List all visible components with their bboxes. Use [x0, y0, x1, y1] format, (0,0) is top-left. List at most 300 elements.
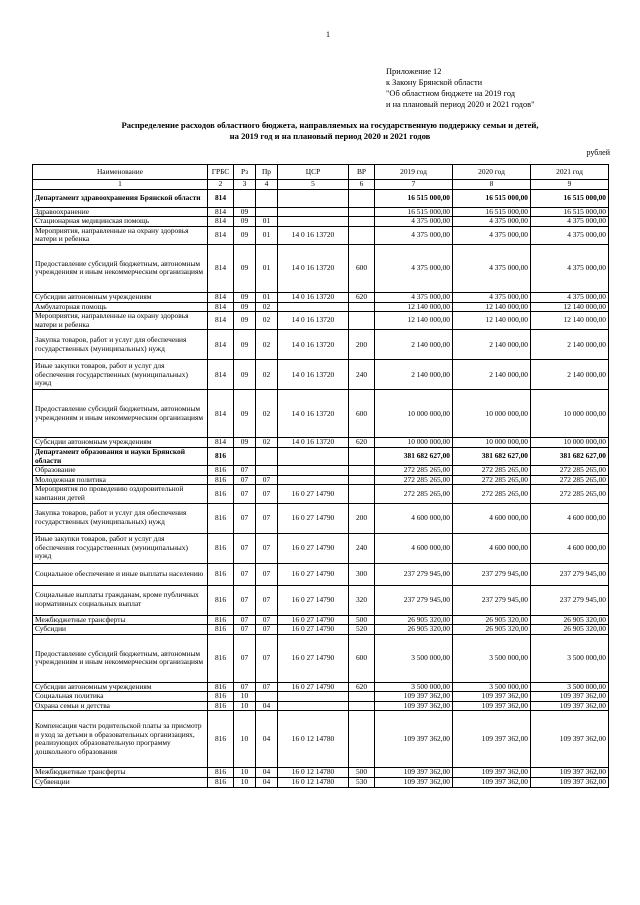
- header-pr: Пр: [256, 165, 278, 180]
- row-amount-2020: 272 285 265,00: [453, 485, 531, 503]
- header-vr: ВР: [349, 165, 375, 180]
- header-rz: Рз: [234, 165, 256, 180]
- row-rz: 07: [234, 503, 256, 533]
- row-vr: [349, 485, 375, 503]
- appendix-line: Приложение 12: [386, 67, 442, 76]
- row-amount-2019: 26 905 320,00: [375, 615, 453, 625]
- row-name: Закупка товаров, работ и услуг для обеспечения государственных (муниципальных) нужд: [33, 330, 208, 360]
- table-row: [33, 711, 609, 768]
- table-row: [33, 768, 609, 778]
- title-line: Распределение расходов областного бюджета, направляемых на государственную поддержку семьи и детей,: [121, 120, 539, 130]
- column-number: 3: [234, 180, 256, 190]
- row-amount-2021: 109 397 362,00: [531, 711, 609, 768]
- row-grbs: 814: [208, 217, 234, 227]
- row-rz: 09: [234, 207, 256, 217]
- row-name: Охрана семьи и детства: [33, 701, 208, 711]
- row-amount-2020: 3 500 000,00: [453, 682, 531, 692]
- row-rz: 10: [234, 768, 256, 778]
- row-pr: [256, 447, 278, 465]
- row-amount-2019: 4 600 000,00: [375, 503, 453, 533]
- row-amount-2021: 237 279 945,00: [531, 563, 609, 585]
- row-vr: 300: [349, 563, 375, 585]
- row-grbs: 816: [208, 563, 234, 585]
- row-amount-2019: 109 397 362,00: [375, 701, 453, 711]
- table-row: [33, 312, 609, 330]
- row-name: Межбюджетные трансферты: [33, 615, 208, 625]
- row-amount-2019: 237 279 945,00: [375, 563, 453, 585]
- row-amount-2020: 26 905 320,00: [453, 615, 531, 625]
- column-number: 7: [375, 180, 453, 190]
- header-2020: 2020 год: [453, 165, 531, 180]
- row-grbs: 816: [208, 778, 234, 788]
- row-amount-2021: 3 500 000,00: [531, 634, 609, 682]
- row-amount-2021: 4 600 000,00: [531, 533, 609, 563]
- row-rz: 10: [234, 711, 256, 768]
- table-row: [33, 778, 609, 788]
- row-grbs: 816: [208, 682, 234, 692]
- row-amount-2021: 272 285 265,00: [531, 485, 609, 503]
- table-row: [33, 360, 609, 390]
- row-amount-2021: 12 140 000,00: [531, 312, 609, 330]
- row-amount-2020: 12 140 000,00: [453, 312, 531, 330]
- row-amount-2019: 12 140 000,00: [375, 312, 453, 330]
- row-vr: [349, 475, 375, 485]
- table-row: [33, 466, 609, 476]
- row-amount-2019: 272 285 265,00: [375, 466, 453, 476]
- row-vr: 620: [349, 682, 375, 692]
- row-amount-2020: 109 397 362,00: [453, 692, 531, 702]
- row-amount-2020: 237 279 945,00: [453, 563, 531, 585]
- row-vr: 320: [349, 585, 375, 615]
- table-row: [33, 585, 609, 615]
- row-amount-2020: 2 140 000,00: [453, 360, 531, 390]
- row-csr: [278, 475, 349, 485]
- row-csr: 14 0 16 13720: [278, 312, 349, 330]
- row-amount-2021: 237 279 945,00: [531, 585, 609, 615]
- row-amount-2019: 4 375 000,00: [375, 226, 453, 244]
- row-grbs: 816: [208, 711, 234, 768]
- row-pr: 07: [256, 615, 278, 625]
- header-row: [33, 165, 609, 180]
- row-rz: 09: [234, 302, 256, 312]
- row-rz: 09: [234, 312, 256, 330]
- row-pr: 01: [256, 244, 278, 292]
- row-pr: 01: [256, 217, 278, 227]
- row-grbs: 816: [208, 634, 234, 682]
- row-grbs: 814: [208, 244, 234, 292]
- row-vr: [349, 189, 375, 207]
- row-amount-2021: 16 515 000,00: [531, 207, 609, 217]
- row-grbs: 816: [208, 615, 234, 625]
- table-row: [33, 189, 609, 207]
- row-rz: 09: [234, 217, 256, 227]
- row-csr: 16 0 27 14790: [278, 634, 349, 682]
- row-name: Здравоохранение: [33, 207, 208, 217]
- row-amount-2020: 2 140 000,00: [453, 330, 531, 360]
- row-rz: 07: [234, 533, 256, 563]
- appendix-line: к Закону Брянской области: [386, 78, 483, 87]
- row-amount-2019: 272 285 265,00: [375, 475, 453, 485]
- table-row: [33, 634, 609, 682]
- row-amount-2020: 272 285 265,00: [453, 466, 531, 476]
- row-amount-2020: 4 600 000,00: [453, 503, 531, 533]
- row-grbs: 814: [208, 312, 234, 330]
- row-rz: 09: [234, 292, 256, 302]
- row-grbs: 816: [208, 768, 234, 778]
- row-rz: 07: [234, 485, 256, 503]
- row-csr: 16 0 27 14790: [278, 585, 349, 615]
- table-row: [33, 438, 609, 448]
- header-csr: ЦСР: [278, 165, 349, 180]
- row-amount-2021: 3 500 000,00: [531, 682, 609, 692]
- header-name: Наименование: [33, 165, 208, 180]
- row-csr: 14 0 16 13720: [278, 438, 349, 448]
- row-pr: 04: [256, 701, 278, 711]
- row-amount-2019: 26 905 320,00: [375, 625, 453, 635]
- row-amount-2021: 10 000 000,00: [531, 438, 609, 448]
- row-amount-2019: 16 515 000,00: [375, 189, 453, 207]
- row-vr: 200: [349, 503, 375, 533]
- row-amount-2021: 26 905 320,00: [531, 625, 609, 635]
- row-vr: [349, 302, 375, 312]
- row-name: Стационарная медицинская помощь: [33, 217, 208, 227]
- row-amount-2020: 237 279 945,00: [453, 585, 531, 615]
- row-pr: 07: [256, 585, 278, 615]
- row-amount-2020: 109 397 362,00: [453, 768, 531, 778]
- row-amount-2019: 109 397 362,00: [375, 692, 453, 702]
- row-name: Социальное обеспечение и иные выплаты населению: [33, 563, 208, 585]
- row-amount-2020: 12 140 000,00: [453, 302, 531, 312]
- row-grbs: 816: [208, 485, 234, 503]
- row-pr: 02: [256, 330, 278, 360]
- row-amount-2021: 4 375 000,00: [531, 226, 609, 244]
- row-rz: 10: [234, 778, 256, 788]
- row-rz: 07: [234, 585, 256, 615]
- row-vr: 500: [349, 768, 375, 778]
- row-pr: 04: [256, 778, 278, 788]
- row-rz: 07: [234, 615, 256, 625]
- row-grbs: 816: [208, 625, 234, 635]
- table-row: [33, 682, 609, 692]
- row-name: Образование: [33, 466, 208, 476]
- row-csr: [278, 207, 349, 217]
- row-amount-2021: 109 397 362,00: [531, 778, 609, 788]
- currency-unit: рублей: [586, 148, 610, 157]
- row-vr: [349, 226, 375, 244]
- row-vr: [349, 701, 375, 711]
- column-number: 2: [208, 180, 234, 190]
- row-csr: 16 0 12 14780: [278, 778, 349, 788]
- row-vr: 620: [349, 292, 375, 302]
- row-amount-2021: 26 905 320,00: [531, 615, 609, 625]
- row-csr: 14 0 16 13720: [278, 244, 349, 292]
- row-grbs: 816: [208, 533, 234, 563]
- row-csr: 16 0 27 14790: [278, 625, 349, 635]
- row-grbs: 814: [208, 330, 234, 360]
- row-amount-2019: 237 279 945,00: [375, 585, 453, 615]
- row-name: Межбюджетные трансферты: [33, 768, 208, 778]
- table-row: [33, 330, 609, 360]
- table-row: [33, 485, 609, 503]
- row-amount-2020: 272 285 265,00: [453, 475, 531, 485]
- appendix-line: "Об областном бюджете на 2019 год: [386, 89, 516, 98]
- row-grbs: 816: [208, 466, 234, 476]
- row-vr: [349, 312, 375, 330]
- row-rz: 07: [234, 563, 256, 585]
- row-amount-2020: 4 375 000,00: [453, 292, 531, 302]
- document-title: [60, 120, 600, 142]
- row-grbs: 814: [208, 390, 234, 438]
- appendix-block: [386, 66, 535, 110]
- row-csr: [278, 189, 349, 207]
- row-csr: [278, 692, 349, 702]
- row-amount-2020: 4 600 000,00: [453, 533, 531, 563]
- row-csr: 14 0 16 13720: [278, 292, 349, 302]
- table-row: [33, 226, 609, 244]
- row-pr: 07: [256, 475, 278, 485]
- row-amount-2021: 10 000 000,00: [531, 390, 609, 438]
- row-amount-2019: 10 000 000,00: [375, 438, 453, 448]
- column-number: 9: [531, 180, 609, 190]
- row-amount-2019: 109 397 362,00: [375, 778, 453, 788]
- row-vr: [349, 692, 375, 702]
- row-grbs: 814: [208, 226, 234, 244]
- row-rz: 10: [234, 701, 256, 711]
- row-csr: 16 0 27 14790: [278, 503, 349, 533]
- row-name: Мероприятия, направленные на охрану здоровья матери и ребенка: [33, 226, 208, 244]
- row-amount-2019: 4 375 000,00: [375, 244, 453, 292]
- row-amount-2019: 272 285 265,00: [375, 485, 453, 503]
- row-amount-2020: 3 500 000,00: [453, 634, 531, 682]
- row-rz: 09: [234, 330, 256, 360]
- table-row: [33, 292, 609, 302]
- row-csr: [278, 466, 349, 476]
- row-pr: 07: [256, 485, 278, 503]
- row-vr: 240: [349, 360, 375, 390]
- row-grbs: 816: [208, 585, 234, 615]
- row-name: Предоставление субсидий бюджетным, автономным учреждениям и иным некоммерческим организациям: [33, 244, 208, 292]
- row-name: Закупка товаров, работ и услуг для обеспечения государственных (муниципальных) нужд: [33, 503, 208, 533]
- row-name: Субсидии автономным учреждениям: [33, 682, 208, 692]
- row-csr: 16 0 27 14790: [278, 485, 349, 503]
- row-amount-2019: 4 375 000,00: [375, 292, 453, 302]
- row-rz: 07: [234, 466, 256, 476]
- table-row: [33, 207, 609, 217]
- row-rz: 10: [234, 692, 256, 702]
- table-row: [33, 625, 609, 635]
- row-rz: 09: [234, 390, 256, 438]
- row-amount-2021: 4 375 000,00: [531, 244, 609, 292]
- row-grbs: 814: [208, 302, 234, 312]
- table-row: [33, 390, 609, 438]
- row-amount-2019: 2 140 000,00: [375, 360, 453, 390]
- table-row: [33, 533, 609, 563]
- row-csr: [278, 447, 349, 465]
- row-amount-2021: 2 140 000,00: [531, 360, 609, 390]
- row-amount-2021: 12 140 000,00: [531, 302, 609, 312]
- row-amount-2020: 16 515 000,00: [453, 207, 531, 217]
- row-amount-2020: 381 682 627,00: [453, 447, 531, 465]
- column-number: 6: [349, 180, 375, 190]
- row-amount-2019: 109 397 362,00: [375, 711, 453, 768]
- row-pr: 07: [256, 682, 278, 692]
- row-amount-2021: 109 397 362,00: [531, 768, 609, 778]
- row-pr: 04: [256, 768, 278, 778]
- row-amount-2020: 10 000 000,00: [453, 390, 531, 438]
- row-csr: 16 0 12 14780: [278, 768, 349, 778]
- row-amount-2019: 2 140 000,00: [375, 330, 453, 360]
- table-row: [33, 503, 609, 533]
- row-amount-2021: 4 375 000,00: [531, 292, 609, 302]
- row-rz: 09: [234, 438, 256, 448]
- table-row: [33, 302, 609, 312]
- row-name: Социальная политика: [33, 692, 208, 702]
- row-amount-2019: 4 375 000,00: [375, 217, 453, 227]
- row-name: Предоставление субсидий бюджетным, автономным учреждениям и иным некоммерческим организациям: [33, 634, 208, 682]
- row-rz: 09: [234, 226, 256, 244]
- header-2021: 2021 год: [531, 165, 609, 180]
- row-pr: 02: [256, 312, 278, 330]
- row-pr: 01: [256, 292, 278, 302]
- row-pr: [256, 207, 278, 217]
- row-vr: [349, 466, 375, 476]
- table-row: [33, 244, 609, 292]
- table-row: [33, 615, 609, 625]
- row-pr: 07: [256, 634, 278, 682]
- row-amount-2020: 10 000 000,00: [453, 438, 531, 448]
- row-amount-2021: 381 682 627,00: [531, 447, 609, 465]
- row-amount-2019: 381 682 627,00: [375, 447, 453, 465]
- row-amount-2021: 272 285 265,00: [531, 466, 609, 476]
- row-vr: 530: [349, 778, 375, 788]
- row-pr: 07: [256, 503, 278, 533]
- row-amount-2019: 16 515 000,00: [375, 207, 453, 217]
- row-pr: 02: [256, 438, 278, 448]
- row-name: Иные закупки товаров, работ и услуг для обеспечения государственных (муниципальных) нужд: [33, 360, 208, 390]
- row-csr: [278, 701, 349, 711]
- row-amount-2020: 109 397 362,00: [453, 701, 531, 711]
- column-number-row: [33, 180, 609, 190]
- row-grbs: 816: [208, 503, 234, 533]
- row-rz: 07: [234, 634, 256, 682]
- row-grbs: 816: [208, 701, 234, 711]
- row-vr: [349, 207, 375, 217]
- table-row: [33, 692, 609, 702]
- row-name: Субвенции: [33, 778, 208, 788]
- row-amount-2019: 3 500 000,00: [375, 682, 453, 692]
- column-number: 5: [278, 180, 349, 190]
- row-vr: 600: [349, 390, 375, 438]
- row-amount-2020: 4 375 000,00: [453, 244, 531, 292]
- row-name: Субсидии автономным учреждениям: [33, 438, 208, 448]
- table-row: [33, 563, 609, 585]
- row-pr: 01: [256, 226, 278, 244]
- row-amount-2021: 16 515 000,00: [531, 189, 609, 207]
- row-pr: 07: [256, 533, 278, 563]
- row-rz: 09: [234, 360, 256, 390]
- row-vr: 200: [349, 330, 375, 360]
- row-vr: 600: [349, 634, 375, 682]
- row-csr: [278, 302, 349, 312]
- row-amount-2020: 16 515 000,00: [453, 189, 531, 207]
- row-grbs: 816: [208, 475, 234, 485]
- row-vr: 500: [349, 615, 375, 625]
- row-rz: 07: [234, 475, 256, 485]
- row-name: Департамент здравоохранения Брянской области: [33, 189, 208, 207]
- row-csr: 14 0 16 13720: [278, 330, 349, 360]
- row-amount-2019: 4 600 000,00: [375, 533, 453, 563]
- row-pr: [256, 189, 278, 207]
- row-pr: [256, 466, 278, 476]
- header-grbs: ГРБС: [208, 165, 234, 180]
- row-grbs: 814: [208, 360, 234, 390]
- row-amount-2020: 4 375 000,00: [453, 217, 531, 227]
- row-pr: [256, 692, 278, 702]
- row-name: Иные закупки товаров, работ и услуг для обеспечения государственных (муниципальных) нужд: [33, 533, 208, 563]
- row-name: Амбулаторная помощь: [33, 302, 208, 312]
- row-name: Предоставление субсидий бюджетным, автономным учреждениям и иным некоммерческим организациям: [33, 390, 208, 438]
- row-amount-2020: 26 905 320,00: [453, 625, 531, 635]
- row-grbs: 816: [208, 447, 234, 465]
- table-row: [33, 447, 609, 465]
- row-name: Департамент образования и науки Брянской области: [33, 447, 208, 465]
- row-rz: [234, 447, 256, 465]
- row-grbs: 814: [208, 207, 234, 217]
- row-vr: [349, 711, 375, 768]
- row-vr: 240: [349, 533, 375, 563]
- row-csr: 16 0 27 14790: [278, 533, 349, 563]
- row-rz: 09: [234, 244, 256, 292]
- row-csr: 14 0 16 13720: [278, 226, 349, 244]
- row-grbs: 814: [208, 438, 234, 448]
- row-amount-2021: 4 600 000,00: [531, 503, 609, 533]
- row-amount-2021: 109 397 362,00: [531, 701, 609, 711]
- row-amount-2021: 2 140 000,00: [531, 330, 609, 360]
- row-pr: 07: [256, 625, 278, 635]
- row-pr: 07: [256, 563, 278, 585]
- row-amount-2020: 109 397 362,00: [453, 778, 531, 788]
- table-row: [33, 475, 609, 485]
- row-vr: [349, 447, 375, 465]
- row-name: Субсидии: [33, 625, 208, 635]
- column-number: 1: [33, 180, 208, 190]
- column-number: 8: [453, 180, 531, 190]
- row-grbs: 814: [208, 292, 234, 302]
- row-pr: 04: [256, 711, 278, 768]
- row-grbs: 816: [208, 692, 234, 702]
- appendix-line: и на плановый период 2020 и 2021 годов": [386, 100, 535, 109]
- row-name: Молодежная политика: [33, 475, 208, 485]
- title-line: на 2019 год и на плановый период 2020 и 2021 годов: [229, 131, 431, 141]
- row-vr: [349, 217, 375, 227]
- table-row: [33, 701, 609, 711]
- row-amount-2019: 10 000 000,00: [375, 390, 453, 438]
- row-vr: 520: [349, 625, 375, 635]
- row-rz: [234, 189, 256, 207]
- row-amount-2021: 4 375 000,00: [531, 217, 609, 227]
- row-vr: 600: [349, 244, 375, 292]
- row-grbs: 814: [208, 189, 234, 207]
- row-amount-2019: 3 500 000,00: [375, 634, 453, 682]
- row-csr: [278, 217, 349, 227]
- row-csr: 16 0 27 14790: [278, 563, 349, 585]
- budget-table: [32, 164, 609, 788]
- row-pr: 02: [256, 302, 278, 312]
- row-name: Мероприятия, направленные на охрану здоровья матери и ребенка: [33, 312, 208, 330]
- row-amount-2020: 4 375 000,00: [453, 226, 531, 244]
- row-amount-2021: 109 397 362,00: [531, 692, 609, 702]
- row-name: Субсидии автономным учреждениям: [33, 292, 208, 302]
